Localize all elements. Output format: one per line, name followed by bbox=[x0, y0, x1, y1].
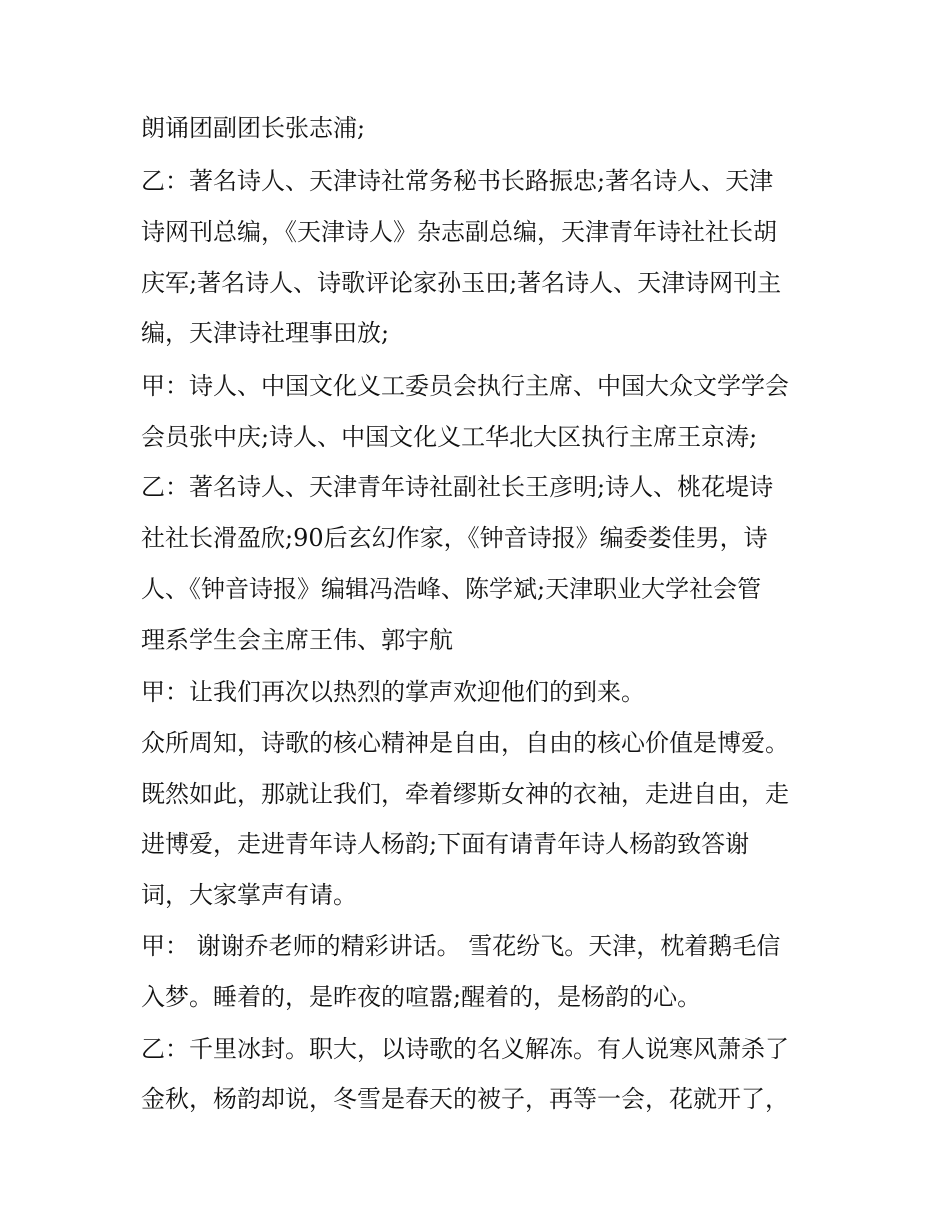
text-line: 诗网刊总编，《天津诗人》杂志副总编，天津青年诗社社长胡 bbox=[141, 218, 777, 246]
text-line: 甲：诗人、中国文化义工委员会执行主席、中国大众文学学会 bbox=[141, 372, 789, 400]
text-line: 甲：让我们再次以热烈的掌声欢迎他们的到来。 bbox=[141, 678, 645, 706]
text-line: 进博爱，走进青年诗人杨韵;下面有请青年诗人杨韵致答谢 bbox=[141, 830, 750, 858]
text-line: 庆军;著名诗人、诗歌评论家孙玉田;著名诗人、天津诗网刊主 bbox=[141, 269, 782, 297]
text-line: 乙：著名诗人、天津青年诗社副社长王彦明;诗人、桃花堤诗 bbox=[141, 473, 774, 501]
text-line: 乙：著名诗人、天津诗社常务秘书长路振忠;著名诗人、天津 bbox=[141, 167, 774, 195]
text-line: 甲： 谢谢乔老师的精彩讲话。 雪花纷飞。天津，枕着鹅毛信 bbox=[141, 932, 781, 960]
text-line: 会员张中庆;诗人、中国文化义工华北大区执行主席王京涛; bbox=[141, 423, 758, 451]
text-line: 乙：千里冰封。职大，以诗歌的名义解冻。有人说寒风萧杀了 bbox=[141, 1035, 789, 1063]
text-line: 词，大家掌声有请。 bbox=[141, 881, 357, 909]
text-line: 编，天津诗社理事田放; bbox=[141, 319, 390, 347]
text-line: 既然如此，那就让我们，牵着缪斯女神的衣袖，走进自由，走 bbox=[141, 780, 789, 808]
text-line: 人、《钟音诗报》编辑冯浩峰、陈学斌;天津职业大学社会管 bbox=[141, 575, 762, 603]
text-line: 社社长滑盈欣;90后玄幻作家，《钟音诗报》编委娄佳男，诗 bbox=[141, 524, 768, 552]
text-line: 众所周知，诗歌的核心精神是自由，自由的核心价值是博爱。 bbox=[141, 729, 789, 757]
text-line: 金秋，杨韵却说，冬雪是春天的被子，再等一会，花就开了， bbox=[141, 1085, 789, 1113]
text-line: 理系学生会主席王伟、郭宇航 bbox=[141, 626, 453, 654]
text-line: 入梦。睡着的，是昨夜的喧嚣;醒着的，是杨韵的心。 bbox=[141, 983, 702, 1011]
text-line: 朗诵团副团长张志浦; bbox=[141, 114, 366, 142]
